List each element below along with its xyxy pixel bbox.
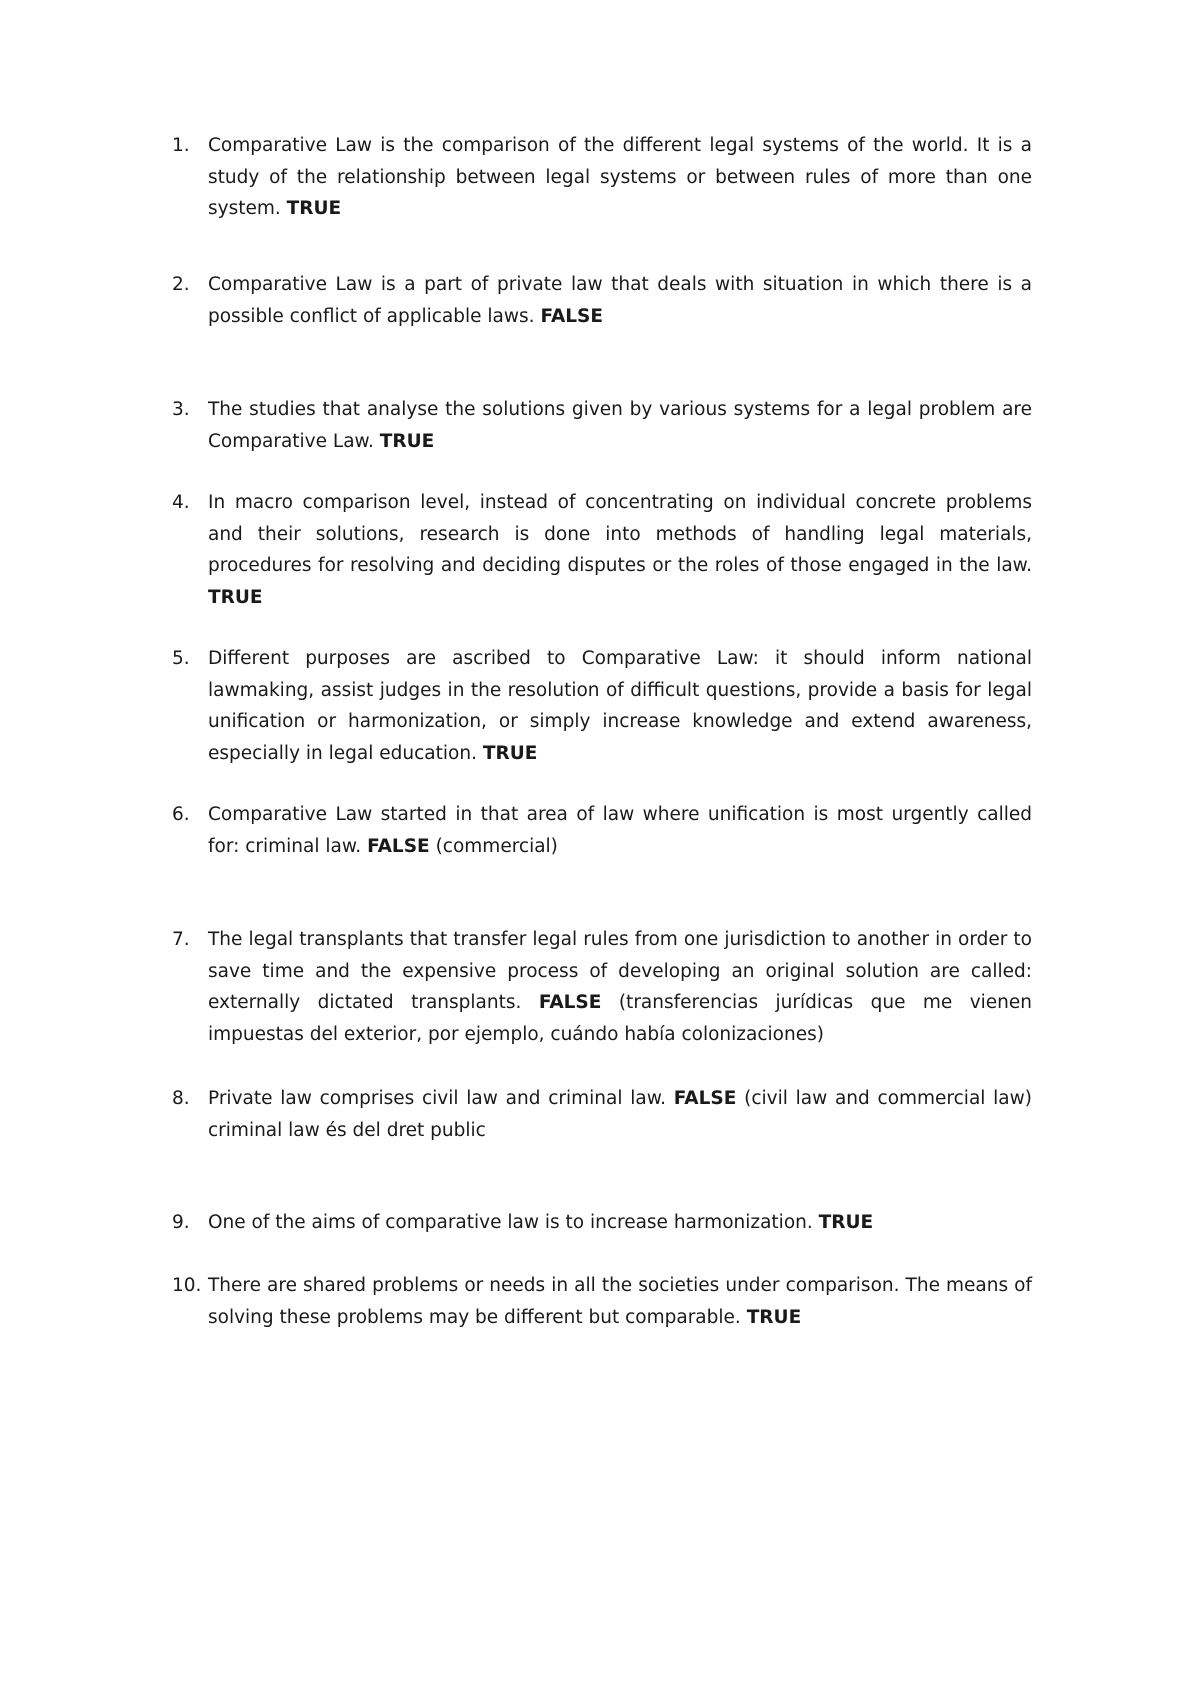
item-text: Private law comprises civil law and criminal law. (208, 1088, 667, 1109)
item-text: One of the aims of comparative law is to increase harmonization. (208, 1212, 813, 1233)
item-text: The studies that analyse the solutions given by various systems for a legal problem are Comparative Law. (208, 399, 1032, 452)
item-number: 3. (172, 399, 190, 420)
item-number: 9. (172, 1212, 190, 1233)
item-body (208, 1083, 1032, 1146)
item-body (208, 394, 1032, 457)
item-text: Comparative Law is the comparison of the different legal systems of the world. It is a study of the relationship between legal systems or between rules of more than one system. (208, 135, 1032, 219)
item-answer: TRUE (818, 1212, 874, 1233)
item-answer: TRUE (208, 586, 263, 608)
item-answer: FALSE (367, 835, 430, 857)
item-number: 1. (172, 135, 190, 156)
item-answer: TRUE (286, 198, 342, 219)
item-number: 10. (172, 1275, 202, 1296)
item-answer: TRUE (746, 1306, 802, 1328)
item-body (208, 924, 1032, 1050)
item-answer: FALSE (673, 1088, 737, 1109)
item-note: (civil law and commercial law) criminal law és del dret public (208, 1088, 1032, 1141)
item-body (208, 1207, 1032, 1239)
item-body (208, 1270, 1032, 1333)
item-note: (commercial) (435, 835, 558, 857)
item-number: 6. (172, 804, 190, 825)
list-item (172, 394, 1032, 457)
item-answer: TRUE (482, 742, 538, 764)
item-number: 4. (172, 492, 190, 513)
item-text: Comparative Law started in that area of law where unification is most urgently called for: criminal law. (208, 804, 1032, 857)
item-text: Comparative Law is a part of private law that deals with situation in which there is a possible conflict of applicable laws. (208, 274, 1032, 327)
item-body (208, 487, 1032, 613)
item-text: The legal transplants that transfer legal rules from one jurisdiction to another in order to save time and the expensive process of developing an original solution are called: externally dictated transplants. (208, 929, 1032, 1013)
list-item (172, 924, 1032, 1050)
item-number: 5. (172, 648, 190, 669)
list-item (172, 130, 1032, 225)
list-item (172, 643, 1032, 769)
item-text: In macro comparison level, instead of concentrating on individual concrete problems and their solutions, research is done into methods of handling legal materials, procedures for resolving and deciding disputes or the roles of those engaged in the law. (208, 492, 1032, 576)
list-item (172, 269, 1032, 332)
item-note: (transferencias jurídicas que me vienen impuestas del exterior, por ejemplo, cuándo había colonizaciones) (208, 992, 1033, 1045)
item-body (208, 130, 1032, 225)
item-number: 7. (172, 929, 190, 950)
list-item (172, 1083, 1032, 1146)
list-item (172, 487, 1032, 613)
item-text: There are shared problems or needs in all the societies under comparison. The means of solving these problems may be different but comparable. (208, 1275, 1032, 1328)
item-number: 8. (172, 1088, 190, 1109)
list-item (172, 799, 1032, 862)
item-body (208, 269, 1032, 332)
item-text: Different purposes are ascribed to Comparative Law: it should inform national lawmaking, assist judges in the resolution of difficult questions, provide a basis for legal unification or harmonization, or simply increase knowledge and extend awareness, especially in legal education. (208, 648, 1032, 764)
item-answer: FALSE (538, 992, 602, 1013)
list-item (172, 1207, 1032, 1239)
item-body (208, 643, 1032, 769)
item-body (208, 799, 1032, 862)
item-number: 2. (172, 274, 190, 295)
item-answer: FALSE (540, 305, 604, 327)
item-answer: TRUE (379, 430, 435, 452)
list-item (172, 1270, 1032, 1333)
